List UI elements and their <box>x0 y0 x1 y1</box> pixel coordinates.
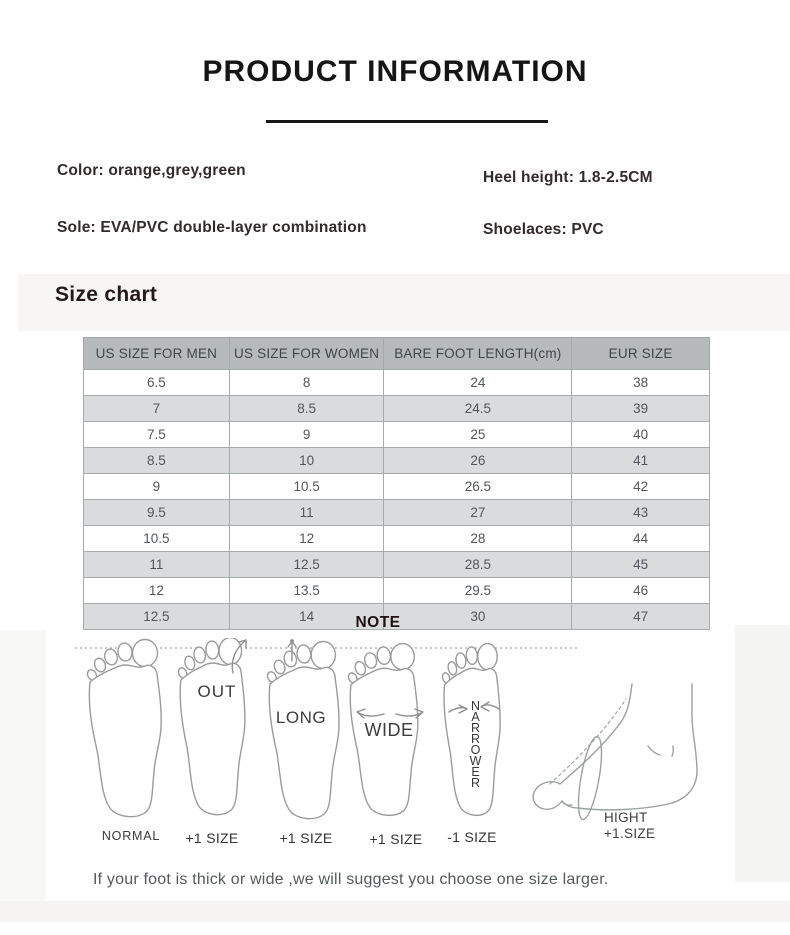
bottom-margin-shade <box>0 901 790 922</box>
foot-type-label-wide: WIDE <box>364 720 414 740</box>
spec-color: Color: orange,grey,green <box>57 162 246 179</box>
table-cell: 44 <box>572 526 710 552</box>
side-foot <box>533 684 697 821</box>
instep-dashed-line <box>550 699 626 784</box>
table-cell: 38 <box>572 370 710 396</box>
foot-size-label-normal: NORMAL <box>101 829 161 843</box>
table-cell: 29.5 <box>384 578 572 604</box>
table-row <box>84 422 710 448</box>
table-cell: 9.5 <box>84 500 230 526</box>
size-chart-table <box>83 337 710 630</box>
foot-normal <box>86 640 162 817</box>
column-header: US SIZE FOR WOMEN <box>229 338 384 370</box>
table-cell: 12.5 <box>229 552 384 578</box>
table-row <box>84 396 710 422</box>
foot-size-label-wide: +1 SIZE <box>369 831 423 847</box>
table-cell: 10 <box>229 448 384 474</box>
table-row <box>84 552 710 578</box>
table-cell: 27 <box>384 500 572 526</box>
table-row <box>84 370 710 396</box>
table-cell: 41 <box>572 448 710 474</box>
table-cell: 24.5 <box>384 396 572 422</box>
foot-size-label-narrower: -1 SIZE <box>447 829 497 845</box>
table-row <box>84 448 710 474</box>
girth-measure-loop <box>574 735 606 821</box>
table-cell: 26.5 <box>384 474 572 500</box>
foot-label-hight <box>604 810 655 842</box>
spec-heel-height: Heel height: 1.8-2.5CM <box>483 169 653 186</box>
column-header: BARE FOOT LENGTH(cm) <box>384 338 572 370</box>
foot-size-label-hight: +1.SIZE <box>604 826 656 841</box>
table-cell: 7 <box>84 396 230 422</box>
table-cell: 8 <box>229 370 384 396</box>
page-title: PRODUCT INFORMATION <box>202 55 588 88</box>
table-cell: 40 <box>572 422 710 448</box>
foot-type-label-long: LONG <box>275 708 327 727</box>
table-cell: 10.5 <box>229 474 384 500</box>
table-cell: 12 <box>229 526 384 552</box>
table-cell: 28.5 <box>384 552 572 578</box>
note-heading: NOTE <box>355 614 401 631</box>
size-chart-heading: Size chart <box>55 283 158 306</box>
table-cell: 43 <box>572 500 710 526</box>
table-row <box>84 500 710 526</box>
table-row <box>84 526 710 552</box>
foot-type-label-out: OUT <box>197 682 237 701</box>
table-cell: 26 <box>384 448 572 474</box>
table-cell: 45 <box>572 552 710 578</box>
foot-size-label-long: +1 SIZE <box>279 830 333 846</box>
table-cell: 6.5 <box>84 370 230 396</box>
table-cell: 47 <box>572 604 710 630</box>
spec-sole: Sole: EVA/PVC double-layer combination <box>57 219 367 236</box>
foot-out <box>177 638 245 815</box>
table-cell: 11 <box>229 500 384 526</box>
table-cell: 12 <box>84 578 230 604</box>
table-cell: 24 <box>384 370 572 396</box>
footer-note: If your foot is thick or wide ,we will suggest you choose one size larger. <box>93 871 609 888</box>
table-cell: 39 <box>572 396 710 422</box>
table-cell: 46 <box>572 578 710 604</box>
table-cell: 42 <box>572 474 710 500</box>
spec-shoelaces: Shoelaces: PVC <box>483 221 604 238</box>
table-row <box>84 474 710 500</box>
table-cell: 14 <box>229 604 384 630</box>
table-cell: 8.5 <box>84 448 230 474</box>
table-cell: 30 <box>384 604 572 630</box>
table-cell: 12.5 <box>84 604 230 630</box>
foot-type-label-hight: HIGHT <box>604 810 648 825</box>
foot-long <box>266 642 339 819</box>
foot-type-label-narrower: NARROWER <box>469 699 482 790</box>
title-underline <box>266 120 548 123</box>
column-header: EUR SIZE <box>572 338 710 370</box>
table-cell: 8.5 <box>229 396 384 422</box>
table-cell: 11 <box>84 552 230 578</box>
table-row <box>84 578 710 604</box>
column-header: US SIZE FOR MEN <box>84 338 230 370</box>
table-cell: 10.5 <box>84 526 230 552</box>
table-cell: 25 <box>384 422 572 448</box>
table-cell: 9 <box>229 422 384 448</box>
table-header-row <box>84 338 710 370</box>
foot-size-label-out: +1 SIZE <box>185 830 239 846</box>
table-cell: 13.5 <box>229 578 384 604</box>
table-cell: 7.5 <box>84 422 230 448</box>
table-cell: 9 <box>84 474 230 500</box>
table-cell: 28 <box>384 526 572 552</box>
